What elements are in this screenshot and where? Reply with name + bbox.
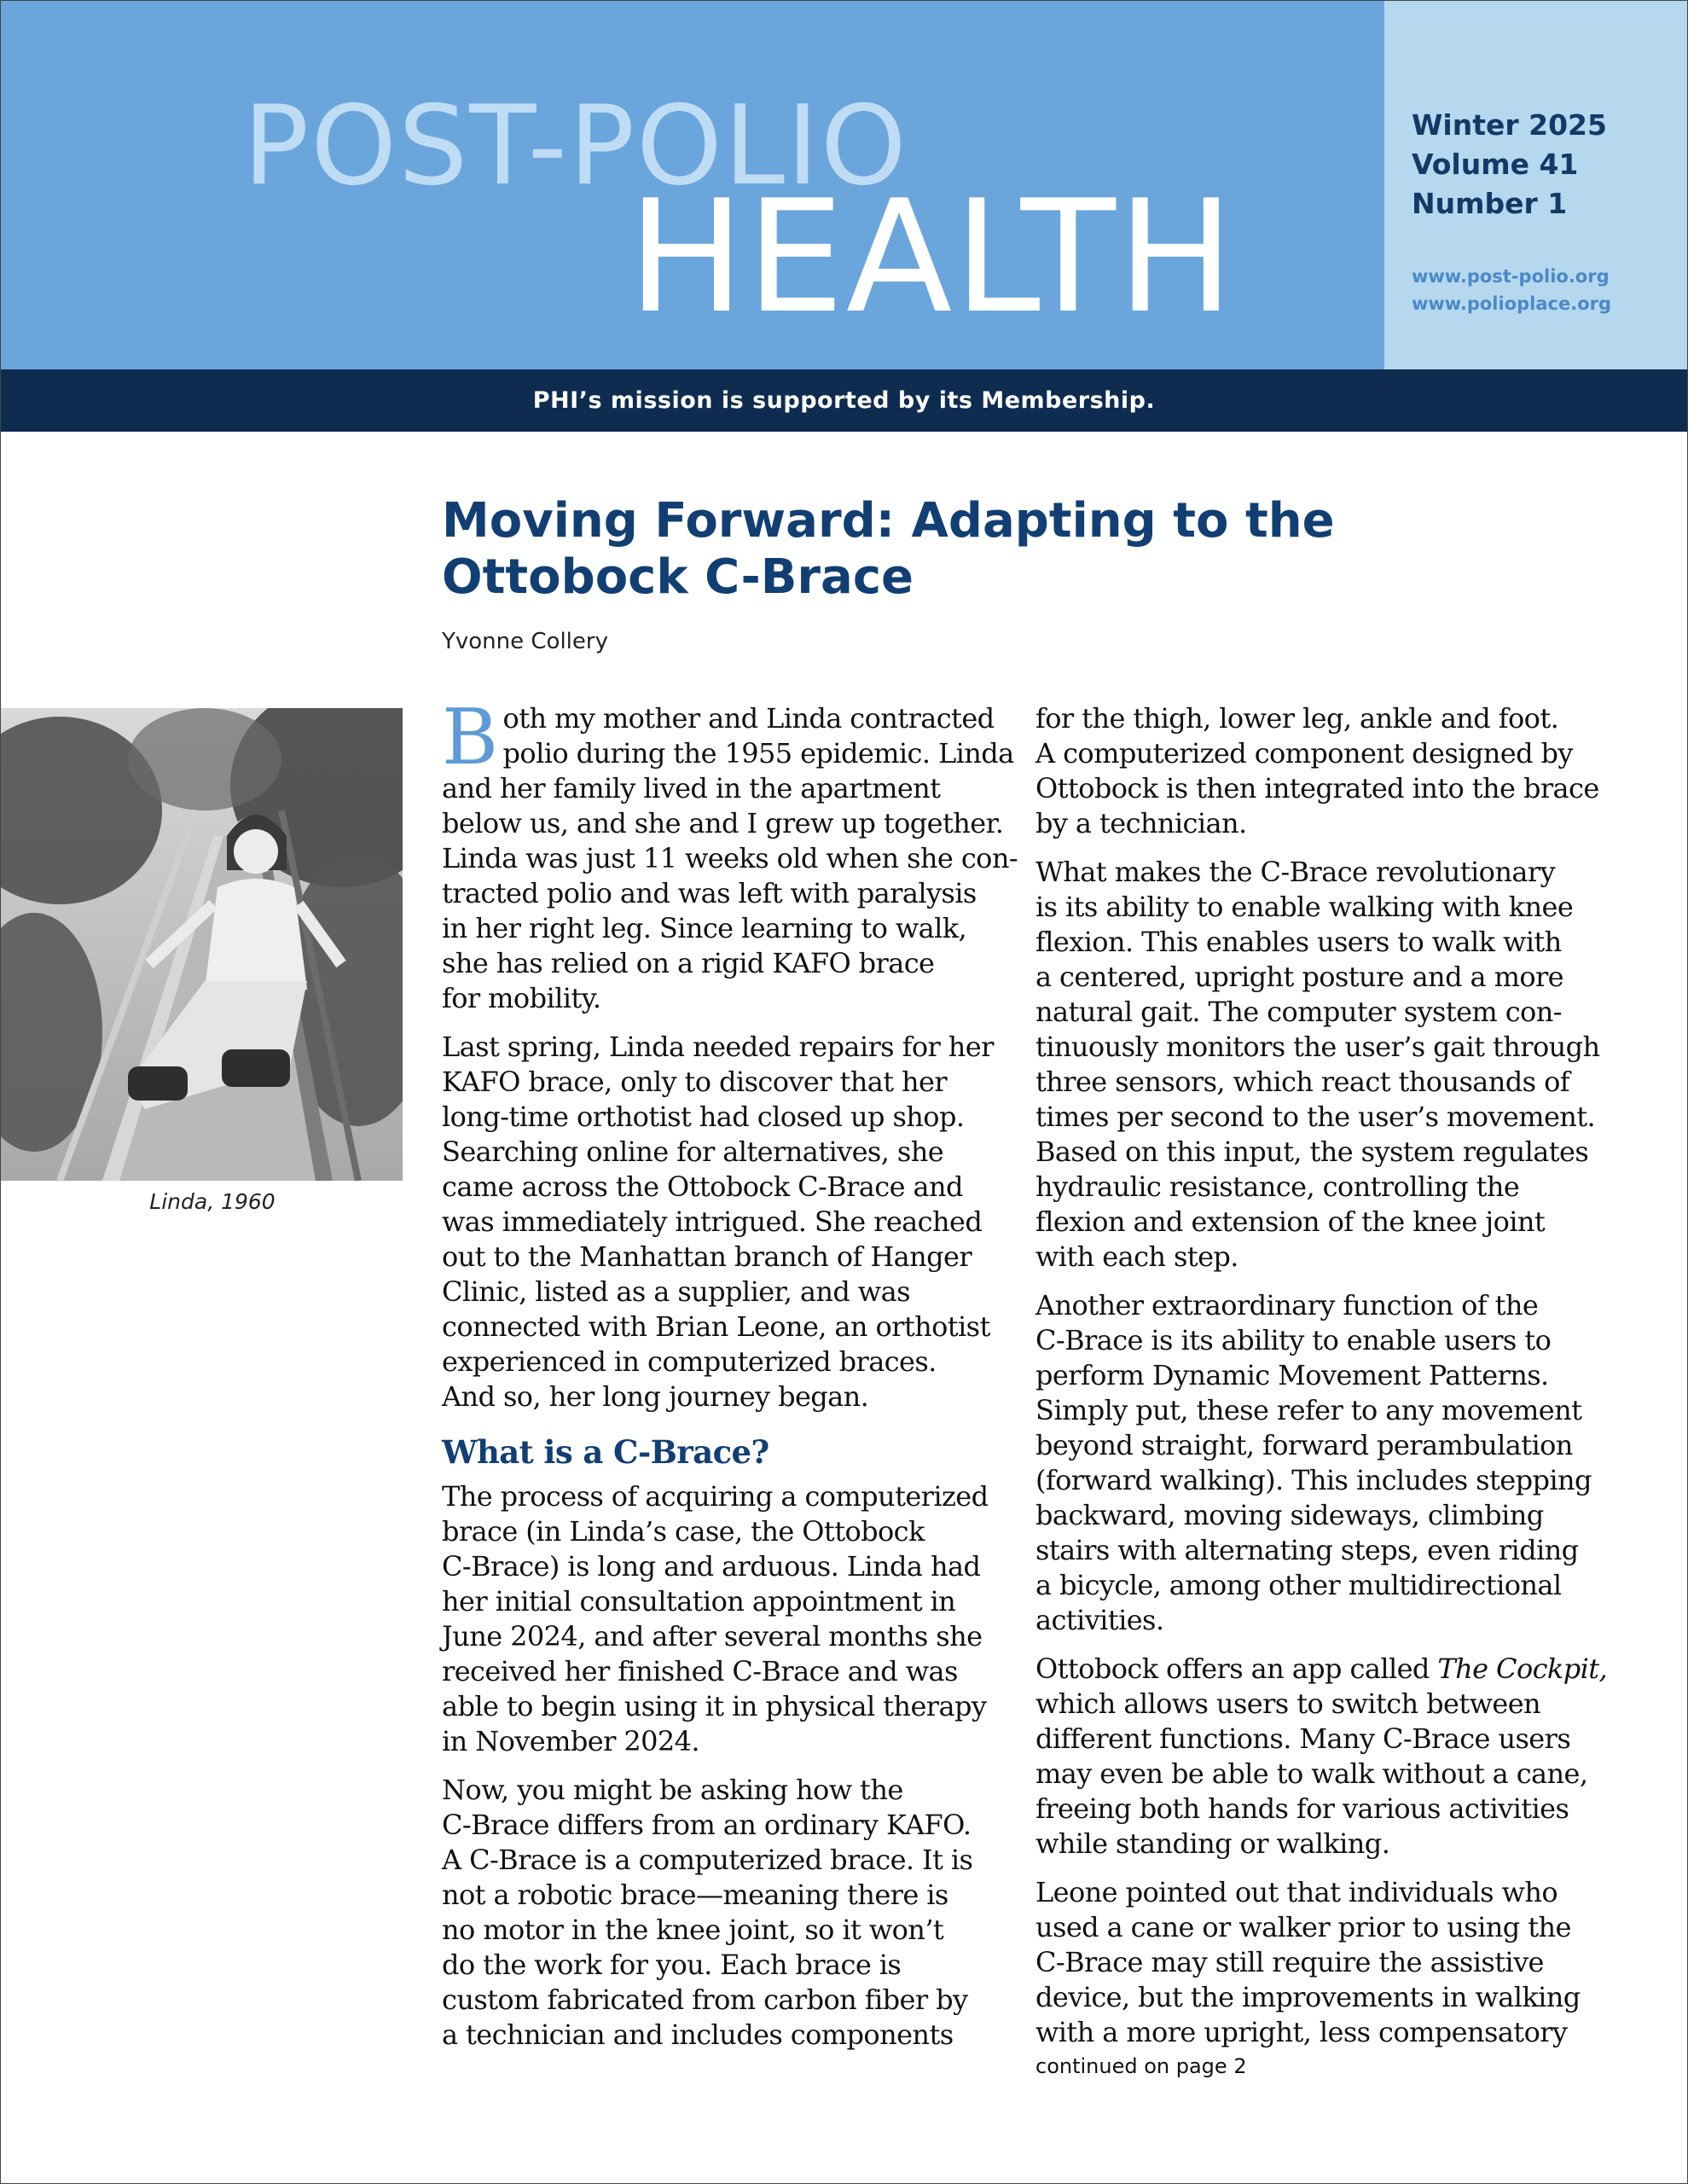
text-line: no motor in the knee joint, so it won’t [442, 1914, 944, 1946]
text-line: Now, you might be asking how the [442, 1774, 903, 1806]
text-line: a centered, upright posture and a more [1035, 961, 1564, 993]
paragraph-9 [1035, 1875, 1598, 2050]
text-line: Last spring, Linda needed repairs for her [442, 1031, 994, 1063]
article-column-2 [1035, 701, 1608, 2079]
text-line: which allows users to switch between [1035, 1687, 1541, 1720]
mission-text: PHI’s mission is supported by its Membership. [532, 387, 1156, 414]
text-line: and her family lived in the apartment [442, 772, 941, 804]
text-line: flexion. This enables users to walk with [1035, 926, 1562, 958]
paragraph-7 [1035, 1288, 1598, 1638]
text-line: three sensors, which react thousands of [1035, 1066, 1569, 1098]
paragraph-2 [442, 1030, 994, 1414]
photo-illustration [0, 708, 403, 1181]
text-line: stairs with alternating steps, even riding [1035, 1534, 1579, 1566]
text-line: was immediately intrigued. She reached [442, 1205, 983, 1238]
continued-note[interactable]: continued on page 2 [1035, 2054, 1247, 2078]
text-line: backward, moving sideways, climbing [1035, 1499, 1544, 1531]
text-line: Leone pointed out that individuals who [1035, 1876, 1558, 1908]
text-line: Another extraordinary function of the [1035, 1289, 1539, 1321]
text-line: experienced in computerized braces. [442, 1345, 937, 1378]
article-title: Moving Forward: Adapting to the Ottobock C-Brace [442, 493, 1335, 605]
text-line: for mobility. [442, 982, 601, 1014]
url-polioplace[interactable]: www.polioplace.org [1412, 293, 1612, 314]
text-line: times per second to the user’s movement. [1035, 1101, 1596, 1133]
issue-season: Winter 2025 [1412, 108, 1607, 142]
text-line: beyond straight, forward perambulation [1035, 1429, 1573, 1461]
text-line: came across the Ottobock C-Brace and [442, 1170, 963, 1203]
text-line [1035, 1652, 1608, 1687]
article-column-1 [442, 693, 1018, 2066]
text-line: may even be able to walk without a cane, [1035, 1757, 1588, 1790]
paragraph-4 [442, 1773, 988, 2053]
text-line: (forward walking). This includes stepping [1035, 1464, 1592, 1496]
text-line: for the thigh, lower leg, ankle and foot. [1035, 702, 1559, 735]
text-line: The process of acquiring a computerized [442, 1480, 989, 1513]
text-line: Ottobock is then integrated into the brace [1035, 772, 1599, 804]
text-line: tinuously monitors the user’s gait through [1035, 1031, 1600, 1063]
text-line: C-Brace may still require the assistive [1035, 1946, 1544, 1978]
text-line: June 2024, and after several months she [442, 1620, 983, 1653]
issue-info [1412, 106, 1607, 224]
app-name: The Cockpit, [1437, 1653, 1608, 1685]
text-line: connected with Brian Leone, an orthotist [442, 1310, 990, 1343]
text-line: do the work for you. Each brace is [442, 1949, 902, 1981]
paragraph-5 [1035, 701, 1598, 841]
text-line: is its ability to enable walking with knee [1035, 891, 1574, 923]
issue-volume: Volume 41 [1412, 148, 1579, 181]
text-line: device, but the improvements in walking [1035, 1981, 1581, 2013]
text-line: with a more upright, less compensatory [1035, 2016, 1568, 2048]
text-line: her initial consultation appointment in [442, 1585, 956, 1618]
paragraph-3 [442, 1479, 988, 1759]
text-line: What makes the C-Brace revolutionary [1035, 856, 1555, 888]
text-line: different functions. Many C-Brace users [1035, 1722, 1571, 1755]
text-line: C-Brace) is long and arduous. Linda had [442, 1550, 981, 1583]
text-line: And so, her long journey began. [442, 1380, 869, 1413]
text-line: not a robotic brace—meaning there is [442, 1879, 948, 1911]
text-line: activities. [1035, 1604, 1164, 1636]
photo-caption: Linda, 1960 [149, 1189, 276, 1214]
linda-photo [0, 708, 403, 1181]
text-line: with each step. [1035, 1240, 1238, 1273]
text-line: a technician and includes components [442, 2018, 954, 2051]
text-line: by a technician. [1035, 807, 1247, 839]
paragraph-6 [1035, 855, 1598, 1275]
text-line: A computerized component designed by [1035, 737, 1573, 770]
text-line: A C-Brace is a computerized brace. It is [442, 1844, 973, 1876]
text-line: oth my mother and Linda contracted [502, 702, 995, 735]
text-line: flexion and extension of the knee joint [1035, 1205, 1546, 1238]
text-line: custom fabricated from carbon fiber by [442, 1984, 968, 2016]
text-line: freeing both hands for various activities [1035, 1792, 1569, 1825]
paragraph-1 [442, 693, 1018, 1016]
text-line: Clinic, listed as a supplier, and was [442, 1275, 910, 1308]
text-line: below us, and she and I grew up together. [442, 807, 1004, 839]
text-line: used a cane or walker prior to using the [1035, 1911, 1571, 1943]
text-run: Ottobock offers an app called [1035, 1653, 1438, 1685]
text-line: C-Brace is its ability to enable users to [1035, 1324, 1552, 1356]
text-line: polio during the 1955 epidemic. Linda [502, 737, 1014, 770]
text-line: in her right leg. Since learning to walk, [442, 912, 967, 944]
paragraph-8 [1035, 1652, 1608, 1862]
author-byline: Yvonne Collery [442, 629, 608, 654]
text-line: Based on this input, the system regulates [1035, 1136, 1589, 1168]
text-line: a bicycle, among other multidirectional [1035, 1569, 1562, 1601]
text-line: natural gait. The computer system con- [1035, 996, 1562, 1028]
text-line: able to begin using it in physical therapy [442, 1690, 987, 1722]
brand-health: HEALTH [628, 166, 1236, 347]
website-links [1412, 263, 1611, 317]
text-line: long-time orthotist had closed up shop. [442, 1101, 965, 1133]
drop-cap: B [442, 693, 498, 782]
url-post-polio[interactable]: www.post-polio.org [1412, 266, 1610, 287]
text-line: Linda was just 11 weeks old when she con- [442, 842, 1018, 874]
text-line: KAFO brace, only to discover that her [442, 1066, 948, 1098]
text-line: in November 2024. [442, 1725, 699, 1757]
section-heading: What is a C-Brace? [442, 1433, 769, 1471]
text-line: out to the Manhattan branch of Hanger [442, 1240, 972, 1273]
text-line: Searching online for alternatives, she [442, 1136, 944, 1168]
text-line: she has relied on a rigid KAFO brace [442, 947, 935, 979]
text-line: Simply put, these refer to any movement [1035, 1394, 1582, 1426]
mission-banner [0, 369, 1688, 432]
brand-post-polio: POST-POLIO [243, 83, 908, 210]
text-line: C-Brace differs from an ordinary KAFO. [442, 1809, 972, 1841]
text-line: while standing or walking. [1035, 1827, 1390, 1860]
text-line: hydraulic resistance, controlling the [1035, 1170, 1520, 1203]
issue-number: Number 1 [1412, 187, 1568, 220]
text-line: perform Dynamic Movement Patterns. [1035, 1359, 1549, 1391]
text-line: received her finished C-Brace and was [442, 1655, 958, 1687]
text-line: brace (in Linda’s case, the Ottobock [442, 1515, 925, 1548]
text-line: tracted polio and was left with paralysis [442, 877, 977, 909]
